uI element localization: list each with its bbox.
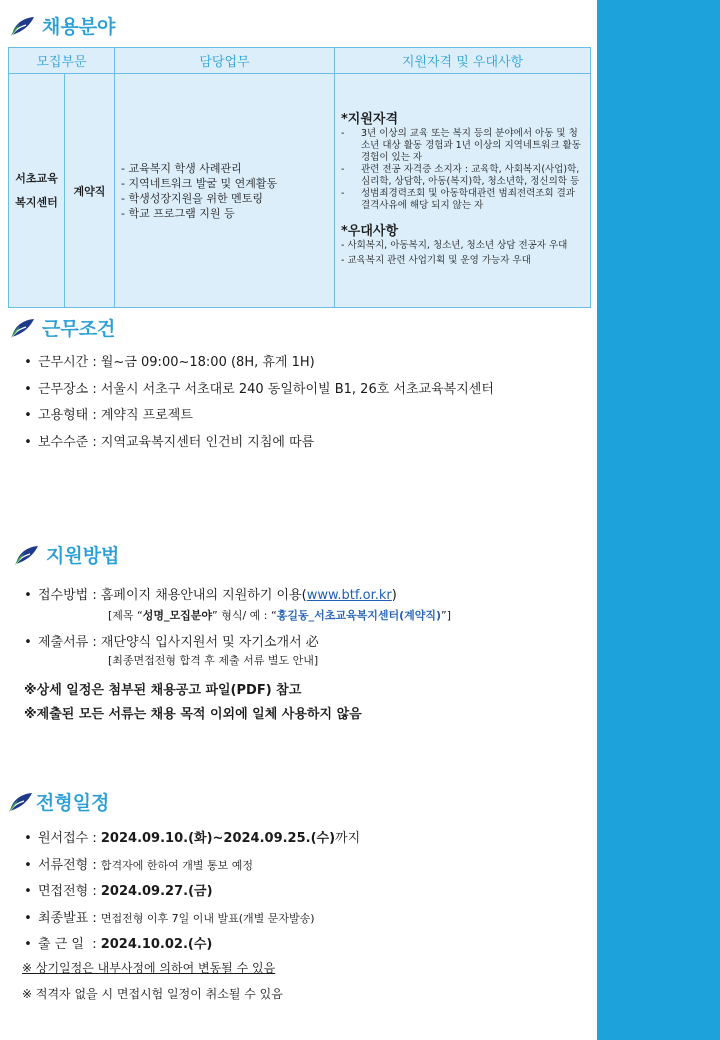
- list-item: • 서류전형 : 합격자에 한하여 개별 통보 예정: [24, 857, 254, 873]
- recruit-table: [8, 47, 591, 308]
- type-cell: 계약직: [65, 74, 115, 308]
- duty-item: - 교육복지 학생 사례관리: [121, 161, 242, 175]
- list-item: • 보수수준 : 지역교육복지센터 인건비 지침에 따름: [24, 434, 315, 450]
- section-title-schedule: [8, 788, 109, 815]
- list-item: • 출 근 일 : 2024.10.02.(수): [24, 937, 213, 952]
- homepage-link[interactable]: www.btf.or.kr: [306, 588, 392, 603]
- list-item: • 제출서류 : 재단양식 입사지원서 및 자기소개서 必: [24, 635, 319, 650]
- apply-note: ※상세 일정은 첨부된 채용공고 파일(PDF) 참고: [24, 683, 302, 698]
- preference-title: *우대사항: [341, 224, 399, 239]
- list-item: • 접수방법 : 홈페이지 채용안내의 지원하기 이용(www.btf.or.kr): [24, 588, 397, 603]
- apply-note: ※제출된 모든 서류는 채용 목적 이외에 일체 사용하지 않음: [24, 707, 362, 722]
- duty-item: - 학생성장지원을 위한 멘토링: [121, 191, 263, 205]
- duty-cell: [115, 74, 335, 308]
- schedule-list: [18, 826, 360, 959]
- table-header-row: [9, 48, 591, 74]
- list-item: • 최종발표 : 면접전형 이후 7일 이내 발표(개별 문자발송): [24, 910, 315, 926]
- list-item: • 면접전형 : 2024.09.27.(금): [24, 884, 213, 899]
- leaf-icon: [14, 544, 40, 566]
- qualification-item: - 관련 전공 자격증 소지자 : 교육학, 사회복지(사업)학, 심리학, 상담학, 아동(복지)학, 청소년학, 정신의학 등: [341, 164, 580, 187]
- list-item: • 근무시간 : 월~금 09:00~18:00 (8H, 휴게 1H): [24, 355, 315, 370]
- schedule-note: ※ 적격자 없을 시 면접시험 일정이 취소될 수 있음: [22, 987, 283, 1001]
- schedule-note: ※ 상기일정은 내부사정에 의하여 변동될 수 있음: [22, 961, 276, 975]
- section-title-text: 근무조건: [42, 318, 116, 340]
- table-row: [9, 74, 591, 308]
- list-item: • 원서접수 : 2024.09.10.(화)~2024.09.25.(수)까지: [24, 831, 361, 846]
- qualification-item: - 성범죄경력조회 및 아동학대관련 범죄전력조회 결과 결격사유에 해당 되지 않는 자: [341, 188, 575, 211]
- table-header-duty: 담당업무: [115, 48, 335, 74]
- qualification-cell: [335, 74, 591, 308]
- preference-item: - 교육복지 관련 사업기획 및 운영 가능자 우대: [341, 255, 531, 266]
- list-item: • 고용형태 : 계약직 프로젝트: [24, 408, 193, 423]
- section-title-text: 지원방법: [46, 545, 120, 567]
- docs-sub-note: [최종면접전형 합격 후 제출 서류 별도 안내]: [108, 654, 319, 667]
- method-sub-note: [제목 “ 성명_모집분야 ” 형식/ 예 : “ 홍길동_서초교육복지센터(계약직) ”]: [108, 609, 452, 622]
- section-title-text: 채용분야: [42, 16, 116, 38]
- section-title-conditions: [10, 314, 115, 341]
- unit-line: 서초교육: [15, 171, 58, 185]
- qualification-item: - 3년 이상의 교육 또는 복지 등의 분야에서 아동 및 청소년 대상 활동 경험과 1년 이상의 지역네트워크 활동 경험이 있는 자: [341, 128, 581, 163]
- list-item: • 근무장소 : 서울시 서초구 서초대로 240 동일하이빌 B1, 26호 서초교육복지센터: [24, 381, 494, 397]
- preference-item: - 사회복지, 아동복지, 청소년, 청소년 상담 전공자 우대: [341, 240, 568, 251]
- section-title-apply: [14, 541, 119, 568]
- apply-list: [18, 584, 451, 668]
- section-title-recruit: [10, 12, 115, 39]
- unit-line: 복지센터: [15, 195, 58, 209]
- section-title-text: 전형일정: [36, 792, 110, 814]
- table-header-unit: 모집부문: [9, 48, 115, 74]
- qualification-title: *지원자격: [341, 112, 399, 127]
- unit-cell: [9, 74, 65, 308]
- duty-item: - 학교 프로그램 지원 등: [121, 206, 235, 220]
- right-sidebar-band: [597, 0, 720, 1040]
- leaf-icon: [8, 791, 34, 813]
- leaf-icon: [10, 317, 36, 339]
- leaf-icon: [10, 15, 36, 37]
- conditions-list: [18, 350, 494, 456]
- duty-item: - 지역네트워크 발굴 및 연계활동: [121, 176, 278, 190]
- table-header-qualification: 지원자격 및 우대사항: [335, 48, 591, 74]
